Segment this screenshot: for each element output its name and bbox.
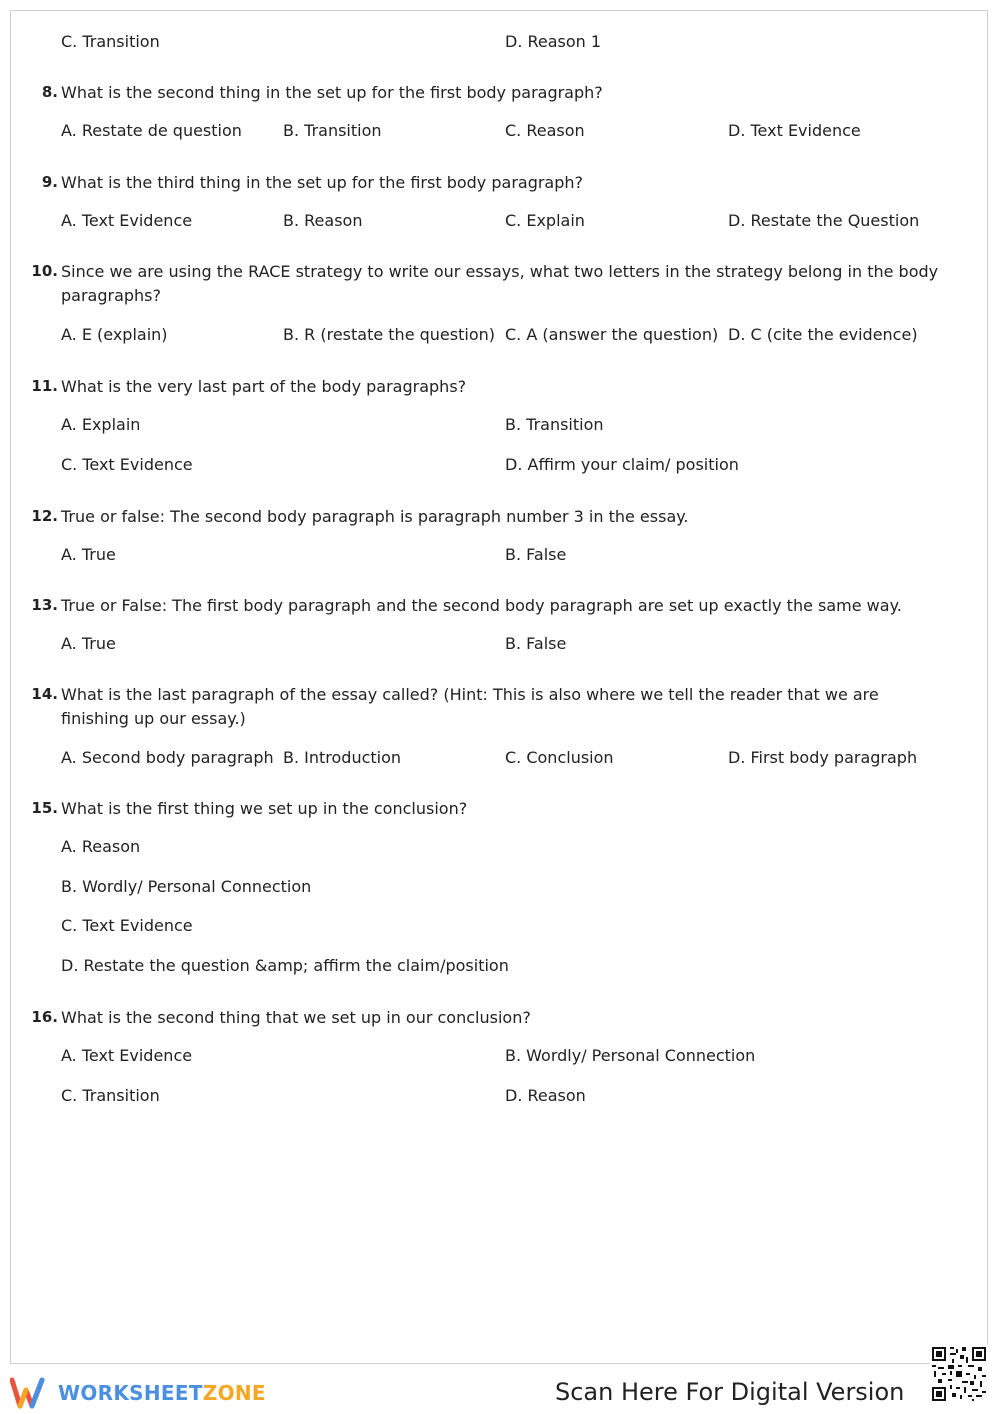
question-text: What is the very last part of the body paragraphs? (61, 377, 467, 396)
answer-option[interactable]: C. Explain (505, 211, 585, 230)
question-number: 14. (31, 685, 58, 703)
brand-main: WORKSHEET (58, 1381, 203, 1405)
answer-option[interactable]: C. Transition (61, 1086, 160, 1105)
question-text: What is the first thing we set up in the conclusion? (61, 799, 468, 818)
scan-instruction: Scan Here For Digital Version (555, 1378, 905, 1406)
answer-option[interactable]: B. False (505, 545, 567, 564)
brand-name (58, 1381, 266, 1405)
qr-code-icon[interactable] (930, 1345, 988, 1403)
answer-option[interactable]: D. Reason (505, 1086, 586, 1105)
answer-option[interactable]: C. Text Evidence (61, 916, 193, 935)
answer-option[interactable]: D. First body paragraph (728, 748, 918, 767)
answer-option[interactable]: C. Transition (61, 32, 160, 51)
answer-option[interactable]: B. Reason (283, 211, 363, 230)
question-number: 9. (41, 173, 58, 191)
answer-option[interactable]: C. Conclusion (505, 748, 614, 767)
question-text: True or false: The second body paragraph is paragraph number 3 in the essay. (61, 507, 689, 526)
question-text: What is the third thing in the set up for the first body paragraph? (61, 173, 584, 192)
answer-option[interactable]: B. Transition (283, 121, 382, 140)
worksheet-page (10, 10, 988, 1364)
question-number: 8. (41, 83, 58, 101)
question-text: What is the second thing in the set up for the first body paragraph? (61, 83, 603, 102)
answer-option[interactable]: B. Wordly/ Personal Connection (61, 877, 312, 896)
answer-option[interactable]: A. Text Evidence (61, 1046, 193, 1065)
worksheetzone-w-logo-icon (10, 1376, 50, 1410)
question-text: True or False: The first body paragraph and the second body paragraph are set up exactly the same way. (61, 596, 902, 615)
answer-option[interactable]: C. Reason (505, 121, 585, 140)
answer-option[interactable]: B. False (505, 634, 567, 653)
question-number: 11. (31, 377, 58, 395)
answer-option[interactable]: B. Transition (505, 415, 604, 434)
question-number: 12. (31, 507, 58, 525)
question-text: What is the second thing that we set up in our conclusion? (61, 1008, 531, 1027)
question-text: What is the last paragraph of the essay called? (Hint: This is also where we tell the reader that we are finishing up our essay.) (61, 685, 879, 728)
question-number: 13. (31, 596, 58, 614)
answer-option[interactable]: B. Wordly/ Personal Connection (505, 1046, 756, 1065)
brand-accent: ZONE (202, 1381, 266, 1405)
question-number: 15. (31, 799, 58, 817)
answer-option[interactable]: A. Second body paragraph (61, 748, 274, 767)
worksheetzone-logo[interactable] (10, 1375, 266, 1411)
answer-option[interactable]: B. Introduction (283, 748, 402, 767)
question-number: 10. (31, 262, 58, 280)
answer-option[interactable]: D. Reason 1 (505, 32, 602, 51)
answer-option[interactable]: C. A (answer the question) (505, 325, 719, 344)
answer-option[interactable]: A. E (explain) (61, 325, 168, 344)
answer-option[interactable]: A. True (61, 634, 116, 653)
answer-option[interactable]: A. Restate de question (61, 121, 242, 140)
answer-option[interactable]: D. Restate the question &amp; affirm the claim/position (61, 956, 509, 975)
answer-option[interactable]: A. Text Evidence (61, 211, 193, 230)
question-text: Since we are using the RACE strategy to write our essays, what two letters in the strategy belong in the body paragraphs? (61, 262, 939, 305)
answer-option[interactable]: D. Text Evidence (728, 121, 861, 140)
answer-option[interactable]: D. Affirm your claim/ position (505, 455, 739, 474)
answer-option[interactable]: A. Reason (61, 837, 141, 856)
answer-option[interactable]: A. Explain (61, 415, 141, 434)
answer-option[interactable]: A. True (61, 545, 116, 564)
question-number: 16. (31, 1008, 58, 1026)
answer-option[interactable]: C. Text Evidence (61, 455, 193, 474)
answer-option[interactable]: B. R (restate the question) (283, 325, 495, 344)
answer-option[interactable]: D. Restate the Question (728, 211, 920, 230)
answer-option[interactable]: D. C (cite the evidence) (728, 325, 918, 344)
